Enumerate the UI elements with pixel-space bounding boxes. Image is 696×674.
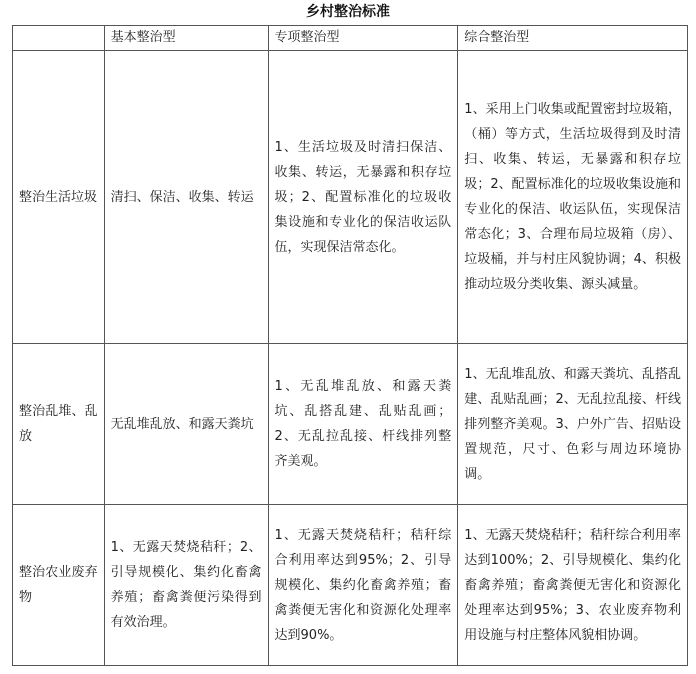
cell-basic: 清扫、保洁、收集、转运 [104, 51, 268, 344]
row-category: 整治农业废弃物 [13, 505, 105, 666]
header-comprehensive: 综合整治型 [458, 26, 688, 51]
header-category [13, 26, 105, 51]
cell-special: 1、无露天焚烧秸秆；秸秆综合利用率达到95%；2、引导规模化、集约化畜禽养殖；畜禽粪便无害化和资源化处理率达到90%。 [268, 505, 458, 666]
row-category: 整治乱堆、乱放 [13, 344, 105, 505]
standards-table [12, 25, 688, 666]
cell-basic: 1、无露天焚烧秸秆；2、引导规模化、集约化畜禽养殖；畜禽粪便污染得到有效治理。 [104, 505, 268, 666]
cell-comprehensive: 1、无乱堆乱放、和露天粪坑、乱搭乱建、乱贴乱画；2、无乱拉乱接、杆线排列整齐美观。3、户外广告、招贴设置规范，尺寸、色彩与周边环境协调。 [458, 344, 688, 505]
cell-basic: 无乱堆乱放、和露天粪坑 [104, 344, 268, 505]
table-row [13, 344, 688, 505]
cell-special: 1、无乱堆乱放、和露天粪坑、乱搭乱建、乱贴乱画；2、无乱拉乱接、杆线排列整齐美观。 [268, 344, 458, 505]
page-title: 乡村整治标准 [306, 4, 390, 20]
header-special: 专项整治型 [268, 26, 458, 51]
table-row [13, 505, 688, 666]
cell-special: 1、生活垃圾及时清扫保洁、收集、转运，无暴露和积存垃圾；2、配置标准化的垃圾收集设施和专业化的保洁收运队伍，实现保洁常态化。 [268, 51, 458, 344]
cell-comprehensive: 1、无露天焚烧秸秆；秸秆综合利用率达到100%；2、引导规模化、集约化畜禽养殖；畜禽粪便无害化和资源化处理率达到95%；3、农业废弃物利用设施与村庄整体风貌相协调。 [458, 505, 688, 666]
row-category: 整治生活垃圾 [13, 51, 105, 344]
table-row [13, 51, 688, 344]
header-basic: 基本整治型 [104, 26, 268, 51]
table-header-row [13, 26, 688, 51]
cell-comprehensive: 1、采用上门收集或配置密封垃圾箱，（桶）等方式，生活垃圾得到及时清扫、收集、转运，无暴露和积存垃圾；2、配置标准化的垃圾收集设施和专业化的保洁、收运队伍，实现保洁常态化；3、合理布局垃圾箱（房）、垃圾桶，并与村庄风貌协调；4、积极推动垃圾分类收集、源头减量。 [458, 51, 688, 344]
